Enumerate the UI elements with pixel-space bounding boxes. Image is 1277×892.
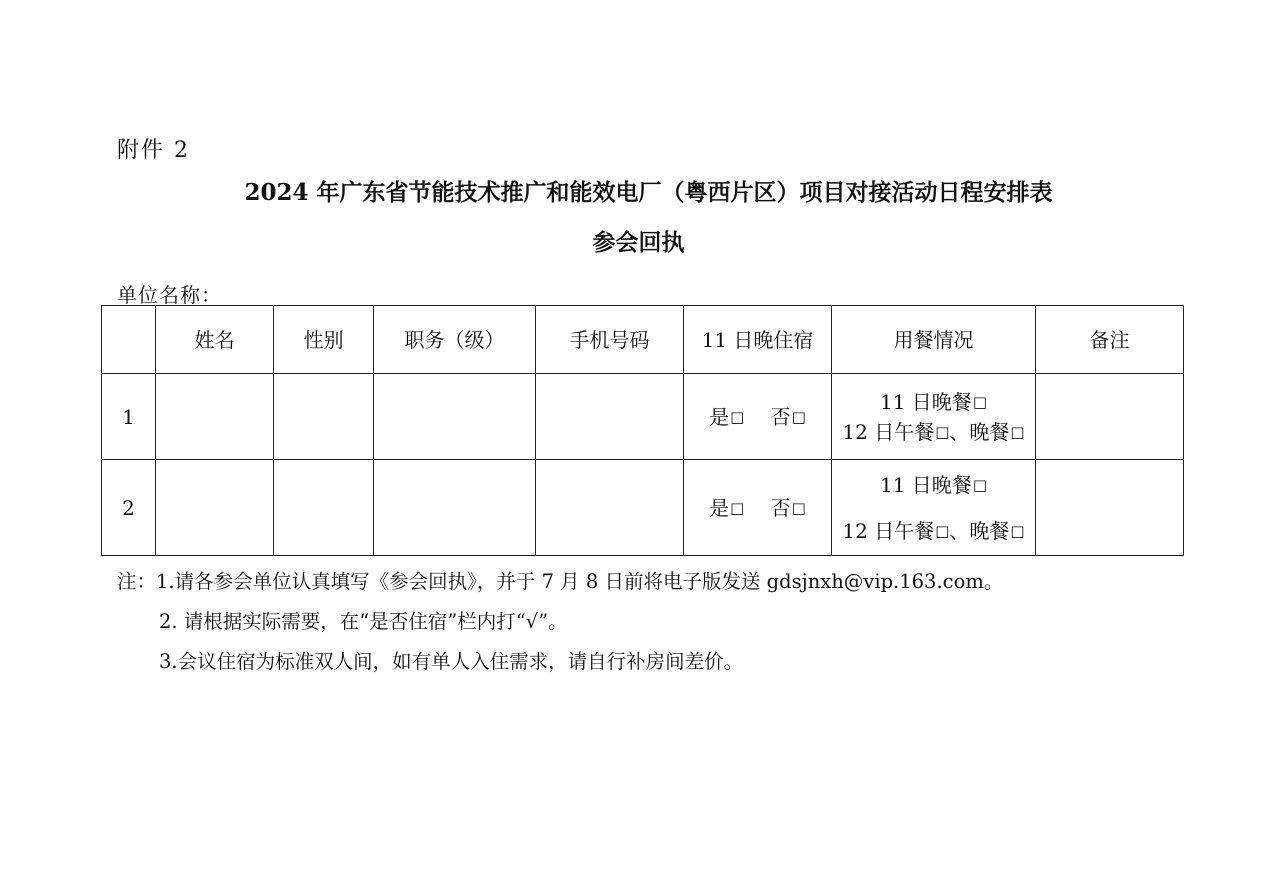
meal-lunch-dinner-12 xyxy=(832,417,1035,447)
checkbox-icon[interactable]: □ xyxy=(935,521,950,540)
registration-table xyxy=(101,305,1184,556)
meal-lunch-dinner-12 xyxy=(832,516,1035,546)
document-title: 2024 年广东省节能技术推广和能效电厂（粤西片区）项目对接活动日程安排表 xyxy=(244,179,1053,206)
lodging-yes-option[interactable] xyxy=(709,402,744,432)
name-cell[interactable] xyxy=(156,374,274,460)
checkbox-icon[interactable]: □ xyxy=(1010,422,1025,441)
lodging-no-option[interactable] xyxy=(771,493,806,523)
lodging-no-label: 否 xyxy=(770,495,791,520)
note-item: 2. 请根据实际需要，在“是否住宿”栏内打“√”。 xyxy=(159,610,568,633)
gender-cell[interactable] xyxy=(274,374,374,460)
checkbox-icon[interactable]: □ xyxy=(791,498,806,517)
meal-label: 11 日晚餐 xyxy=(880,472,972,497)
meal-dinner-11 xyxy=(832,470,1035,500)
name-cell[interactable] xyxy=(156,460,274,556)
header-cell-name: 姓名 xyxy=(156,306,274,374)
meals-cell xyxy=(832,460,1036,556)
table-row xyxy=(102,374,1184,460)
lodging-cell xyxy=(684,460,832,556)
row-number: 2 xyxy=(102,460,156,556)
table-header-row xyxy=(102,306,1184,374)
header-cell-phone: 手机号码 xyxy=(536,306,684,374)
lodging-cell xyxy=(684,374,832,460)
meal-dinner-11 xyxy=(832,387,1035,417)
checkbox-icon[interactable]: □ xyxy=(935,422,950,441)
document-subtitle: 参会回执 xyxy=(592,229,685,256)
header-cell-gender: 性别 xyxy=(274,306,374,374)
note-item xyxy=(117,562,1003,602)
table-row xyxy=(102,460,1184,556)
notes-prefix: 注： xyxy=(117,570,157,593)
checkbox-icon[interactable]: □ xyxy=(791,407,806,426)
checkbox-icon[interactable]: □ xyxy=(1010,521,1025,540)
notes-section xyxy=(117,562,1003,682)
lodging-yes-option[interactable] xyxy=(709,493,744,523)
remarks-cell[interactable] xyxy=(1036,460,1184,556)
header-cell-position: 职务（级） xyxy=(374,306,536,374)
position-cell[interactable] xyxy=(374,374,536,460)
meal-label: 、晚餐 xyxy=(949,518,1010,543)
meal-label: 、晚餐 xyxy=(949,419,1010,444)
lodging-no-label: 否 xyxy=(770,404,791,429)
lodging-no-option[interactable] xyxy=(771,402,806,432)
gender-cell[interactable] xyxy=(274,460,374,556)
meal-label: 11 日晚餐 xyxy=(880,389,972,414)
header-cell-index xyxy=(102,306,156,374)
lodging-yes-label: 是 xyxy=(709,495,730,520)
lodging-yes-label: 是 xyxy=(709,404,730,429)
meals-cell xyxy=(832,374,1036,460)
attachment-label: 附件 2 xyxy=(117,138,190,163)
phone-cell[interactable] xyxy=(536,374,684,460)
remarks-cell[interactable] xyxy=(1036,374,1184,460)
header-cell-remarks: 备注 xyxy=(1036,306,1184,374)
checkbox-icon[interactable]: □ xyxy=(730,498,745,517)
checkbox-icon[interactable]: □ xyxy=(972,475,987,494)
position-cell[interactable] xyxy=(374,460,536,556)
note-text: 1.请各参会单位认真填写《参会回执》，并于 7 月 8 日前将电子版发送 gdsjnxh@vip.163.com。 xyxy=(156,570,1004,593)
checkbox-icon[interactable]: □ xyxy=(972,392,987,411)
meal-label: 12 日午餐 xyxy=(842,518,935,543)
checkbox-icon[interactable]: □ xyxy=(730,407,745,426)
header-cell-meals: 用餐情况 xyxy=(832,306,1036,374)
header-cell-lodging: 11 日晚住宿 xyxy=(684,306,832,374)
unit-name-label: 单位名称： xyxy=(117,283,222,307)
row-number: 1 xyxy=(102,374,156,460)
note-item: 3.会议住宿为标准双人间，如有单人入住需求，请自行补房间差价。 xyxy=(159,650,744,673)
phone-cell[interactable] xyxy=(536,460,684,556)
meal-label: 12 日午餐 xyxy=(842,419,935,444)
